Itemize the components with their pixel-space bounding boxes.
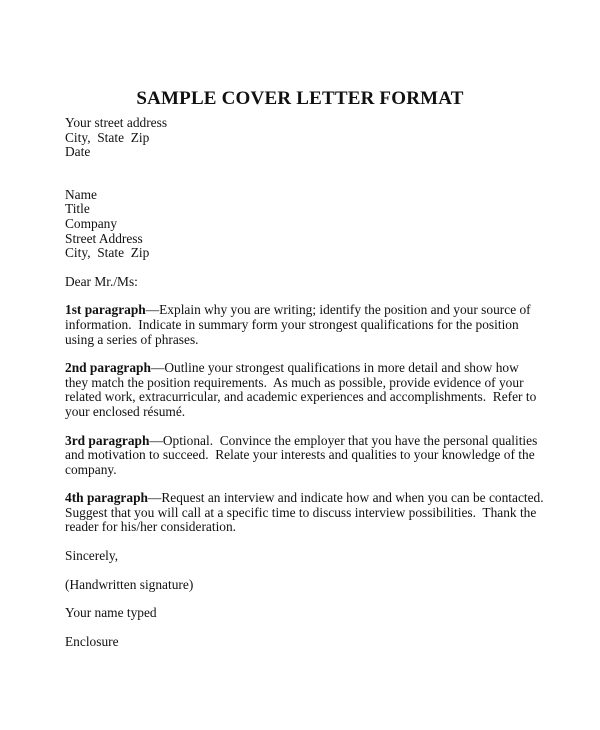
- paragraph-2-line-1: —Outline your strongest qualifications in more detail and show how: [150, 360, 519, 376]
- signature-placeholder: (Handwritten signature): [65, 576, 194, 592]
- paragraph-2-line-3: related work, extracurricular, and academic experiences and accomplishments. Refer to: [65, 389, 537, 405]
- sign-off: Sincerely,: [65, 548, 119, 564]
- paragraph-4-line-1: —Request an interview and indicate how and when you can be contacted.: [147, 490, 544, 506]
- typed-name: Your name typed: [65, 605, 157, 621]
- paragraph-3-line-1: —Optional. Convince the employer that you have the personal qualities: [149, 432, 538, 448]
- recipient-title: Title: [65, 201, 90, 217]
- recipient-street: Street Address: [65, 230, 143, 246]
- paragraph-4-line-3: reader for his/her consideration.: [65, 519, 237, 535]
- paragraph-3-line-2: and motivation to succeed. Relate your interests and qualities to your knowledge of the: [65, 447, 535, 463]
- greeting: [65, 275, 585, 290]
- letter-date: Date: [65, 144, 91, 160]
- paragraph-1-line-3: using a series of phrases.: [65, 331, 199, 347]
- paragraph-2-line-4: your enclosed résumé.: [65, 403, 186, 419]
- paragraph-2: [65, 361, 585, 419]
- letter-body: [65, 116, 585, 649]
- paragraph-1: [65, 303, 585, 347]
- paragraph-4-line-2: Suggest that you will call at a specific time to discuss interview possibilities. Thank the: [65, 504, 537, 520]
- paragraph-2-label: 2nd paragraph: [65, 360, 151, 376]
- paragraph-3: [65, 434, 585, 478]
- paragraph-4: [65, 491, 585, 535]
- recipient-name: Name: [65, 186, 97, 202]
- recipient-city-state-zip: City, State Zip: [65, 245, 150, 261]
- recipient-address-block: [65, 188, 585, 261]
- paragraph-1-line-1: —Explain why you are writing; identify the position and your source of: [145, 302, 531, 318]
- closing-block: [65, 549, 585, 649]
- paragraph-3-label: 3rd paragraph: [65, 432, 150, 448]
- sender-street: Your street address: [65, 115, 168, 130]
- sender-address-block: [65, 116, 585, 160]
- enclosure-note: Enclosure: [65, 633, 119, 649]
- recipient-company: Company: [65, 215, 118, 231]
- document-title: SAMPLE COVER LETTER FORMAT: [136, 88, 464, 109]
- paragraph-2-line-2: they match the position requirements. As much as possible, provide evidence of your: [65, 374, 524, 390]
- paragraph-1-label: 1st paragraph: [65, 302, 146, 318]
- paragraph-4-label: 4th paragraph: [65, 490, 148, 506]
- paragraph-1-line-2: information. Indicate in summary form your strongest qualifications for the position: [65, 316, 519, 332]
- paragraph-3-line-3: company.: [65, 461, 117, 477]
- greeting-text: Dear Mr./Ms:: [65, 273, 138, 289]
- sender-city-state-zip: City, State Zip: [65, 129, 150, 145]
